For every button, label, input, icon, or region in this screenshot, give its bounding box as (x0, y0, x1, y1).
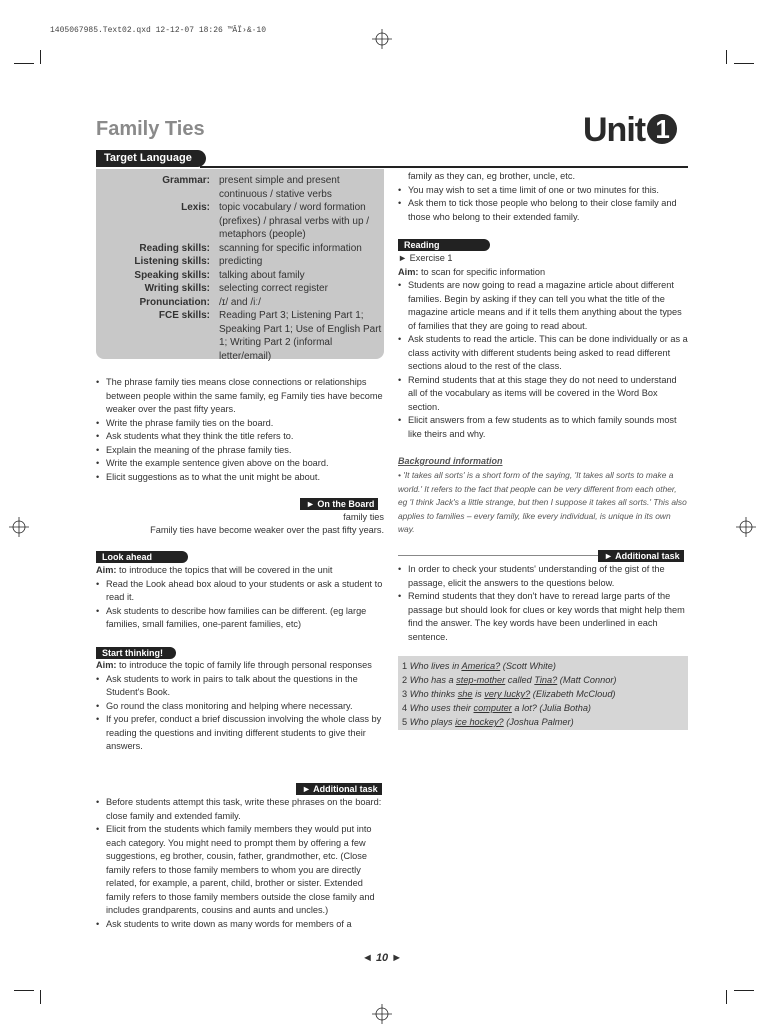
header-rule (200, 166, 688, 168)
target-language-value: present simple and present (219, 175, 340, 186)
target-language-value: topic vocabulary / word formation (219, 202, 366, 213)
target-language-label: Speaking skills: (134, 269, 210, 281)
start-thinking-bullet: • Go round the class monitoring and helping where necessary. (96, 700, 384, 714)
additional-task-bullet: • Elicit from the students which family members they would put into each category. You might need to prompt them by offering a few suggestions, eg brother, cousin, father, grandmother, etc. (Close family refers to those family members to whom you are directly related, for example, a parent, child, brother or sister. Extended family refers to those family members outside the close family and includes grandparents, cousins and aunts and uncles.) (96, 823, 384, 918)
additional-task-tag-left: ► Additional task (296, 783, 382, 795)
crop-mark (726, 990, 727, 1004)
reading-aim: Aim: to scan for specific information (398, 266, 546, 277)
target-language-value: selecting correct register (219, 283, 328, 294)
question-key-word: step-mother (456, 675, 506, 685)
question-number: 3 (402, 689, 408, 699)
registration-mark-icon (736, 517, 756, 537)
continuation-line: family as they can, eg brother, uncle, etc. (408, 171, 575, 181)
question-text: Who plays (409, 717, 456, 727)
question-answer: a lot? (Julia Botha) (511, 703, 591, 713)
crop-mark (14, 990, 34, 991)
reading-bullet: • Students are now going to read a magazine article about different families. Begin by asking if they can tell you what the title of the magazine article means and if it tells them anything about the types of families that they are going to read about. (398, 279, 688, 333)
registration-mark-icon (372, 29, 392, 49)
additional-task-right-section (398, 563, 688, 644)
target-language-value: /ɪ/ and /iː/ (219, 296, 261, 308)
target-language-heading: Target Language (96, 150, 206, 167)
right-top-list (398, 184, 688, 225)
intro-bullet: • Write the phrase family ties on the board. (96, 417, 384, 431)
intro-list (96, 376, 384, 484)
board-line-2: Family ties have become weaker over the past fifty years. (150, 525, 384, 535)
question-answer: (Elizabeth McCloud) (530, 689, 616, 699)
question-item (402, 659, 556, 673)
additional-task-bullet: • In order to check your students' understanding of the gist of the passage, elicit the answers to the questions below. (398, 563, 688, 590)
start-thinking-bullet: • Ask students to work in pairs to talk about the questions in the Student's Book. (96, 673, 384, 700)
additional-task-tag-right: ► Additional task (598, 550, 684, 562)
question-number: 2 (402, 675, 408, 685)
intro-bullet: • Ask students what they think the title refers to. (96, 430, 384, 444)
look-ahead-section (96, 564, 384, 632)
question-key-word: very lucky? (484, 689, 531, 699)
registration-mark-icon (9, 517, 29, 537)
question-key-word: America? (461, 661, 501, 671)
right-top-bullet: • You may wish to set a time limit of one or two minutes for this. (398, 184, 688, 198)
unit-number: 1 (647, 114, 677, 144)
target-language-value: Speaking Part 1; Use of English Part (219, 323, 382, 335)
additional-task-bullet: • Remind students that they don't have to reread large parts of the passage but should look for clues or key words that might help them find the answer. The key words have been underlined in each sentence. (398, 590, 688, 644)
unit-label: Unit (583, 111, 646, 149)
additional-task-left-list (96, 796, 384, 931)
question-item (402, 701, 591, 715)
crop-mark (14, 63, 34, 64)
target-language-label: Pronunciation: (139, 296, 210, 308)
on-the-board-tag: ► On the Board (300, 498, 378, 510)
intro-bullet: • Write the example sentence given above on the board. (96, 457, 384, 471)
reading-list (398, 279, 688, 441)
question-key-word: Tina? (534, 675, 558, 685)
target-language-label: Reading skills: (139, 242, 210, 254)
intro-bullet: • Elicit suggestions as to what the unit might be about. (96, 471, 384, 485)
crop-mark (734, 990, 754, 991)
look-ahead-heading: Look ahead (96, 551, 188, 563)
target-language-value: 1; Writing Part 2 (informal letter/email) (219, 337, 333, 362)
crop-mark (726, 50, 727, 64)
start-thinking-bullet: • If you prefer, conduct a brief discussion involving the whole class by reading the questions and inviting different students to give their answers. (96, 713, 384, 754)
question-text: Who thinks (409, 689, 458, 699)
question-number: 1 (402, 661, 408, 671)
question-text: is (472, 689, 485, 699)
question-number: 5 (402, 717, 408, 727)
intro-section (96, 376, 384, 484)
unit-heading (583, 111, 677, 150)
reading-bullet: • Ask students to read the article. This can be done individually or as a class activity with different students being asked to read different sections aloud to the rest of the class. (398, 333, 688, 374)
right-top-section (398, 170, 688, 224)
crop-mark (40, 50, 41, 64)
target-language-label: Listening skills: (134, 256, 210, 267)
look-ahead-list (96, 578, 384, 632)
target-language-value: Reading Part 3; Listening Part 1; (219, 310, 364, 321)
target-language-value: predicting (219, 256, 263, 267)
look-ahead-bullet: • Ask students to describe how families can be different. (eg large families, small families, one-parent families, etc) (96, 605, 384, 632)
target-language-label: Writing skills: (144, 283, 210, 294)
look-ahead-aim: Aim: to introduce the topics that will be covered in the unit (96, 565, 333, 575)
target-language-value: talking about family (219, 269, 305, 281)
target-language-label: Grammar: (162, 175, 210, 186)
start-thinking-aim: Aim: to introduce the topic of family life through personal responses (96, 660, 372, 670)
intro-bullet: • Explain the meaning of the phrase family ties. (96, 444, 384, 458)
page-number: ◄ 10 ► (362, 952, 403, 964)
question-item (402, 687, 616, 701)
additional-task-bullet: • Before students attempt this task, write these phrases on the board: close family and extended family. (96, 796, 384, 823)
question-item (402, 715, 574, 729)
question-key-word: she (457, 689, 473, 699)
crop-mark (734, 63, 754, 64)
question-key-word: ice hockey? (455, 717, 504, 727)
additional-task-right-list (398, 563, 688, 644)
reading-heading: Reading (398, 239, 490, 251)
reading-bullet: • Remind students that at this stage they do not need to understand all of the vocabulary as items will be covered in the Word Box section. (398, 374, 688, 415)
print-slug: 1405067985.Text02.qxd 12-12-07 18:26 ™ÂÏ›&·10 (50, 26, 267, 35)
target-language-value: (prefixes) / phrasal verbs with up / (219, 215, 370, 227)
board-line-1: family ties (343, 512, 384, 522)
target-language-label: FCE skills: (158, 310, 210, 321)
question-item (402, 673, 616, 687)
question-text: Who lives in (409, 661, 462, 671)
additional-task-rule (398, 555, 598, 556)
additional-task-bullet: • Ask students to write down as many words for members of a (96, 918, 384, 932)
page-title: Family Ties (96, 118, 205, 140)
question-text: Who has a (409, 675, 457, 685)
right-top-bullet: • Ask them to tick those people who belong to their close family and those who belong to their extended family. (398, 197, 688, 224)
question-number: 4 (402, 703, 408, 713)
start-thinking-list (96, 673, 384, 754)
crop-mark (40, 990, 41, 1004)
intro-bullet: • The phrase family ties means close connections or relationships between people within the same family, eg Family ties have become weaker over the past fifty years. (96, 376, 384, 417)
question-text: Who uses their (409, 703, 474, 713)
registration-mark-icon (372, 1004, 392, 1024)
reading-exercise: ► Exercise 1 (398, 253, 453, 263)
background-title: Background information (398, 456, 503, 466)
question-answer: (Matt Connor) (557, 675, 617, 685)
start-thinking-section (96, 659, 384, 754)
reading-section (398, 252, 688, 441)
additional-task-left-section (96, 796, 384, 931)
reading-bullet: • Elicit answers from a few students as to which family sounds most like theirs and why. (398, 414, 688, 441)
question-key-word: computer (473, 703, 512, 713)
question-answer: (Scott White) (500, 661, 556, 671)
background-text: • 'It takes all sorts' is a short form of the saying, 'It takes all sorts to make a world.' It refers to the fact that people can be very different from each other, eg 'I think Jack's a little strange, but then I suppose it takes all sorts.' This also applies to families – every family, like every individual, is unique in its own way. (398, 470, 687, 535)
look-ahead-bullet: • Read the Look ahead box aloud to your students or ask a student to read it. (96, 578, 384, 605)
target-language-label: Lexis: (181, 202, 210, 213)
target-language-value: metaphors (people) (219, 229, 306, 240)
question-text: called (505, 675, 535, 685)
start-thinking-heading: Start thinking! (96, 647, 176, 659)
question-answer: (Joshua Palmer) (503, 717, 574, 727)
target-language-value: scanning for specific information (219, 242, 362, 254)
target-language-value: continuous / stative verbs (219, 188, 332, 200)
